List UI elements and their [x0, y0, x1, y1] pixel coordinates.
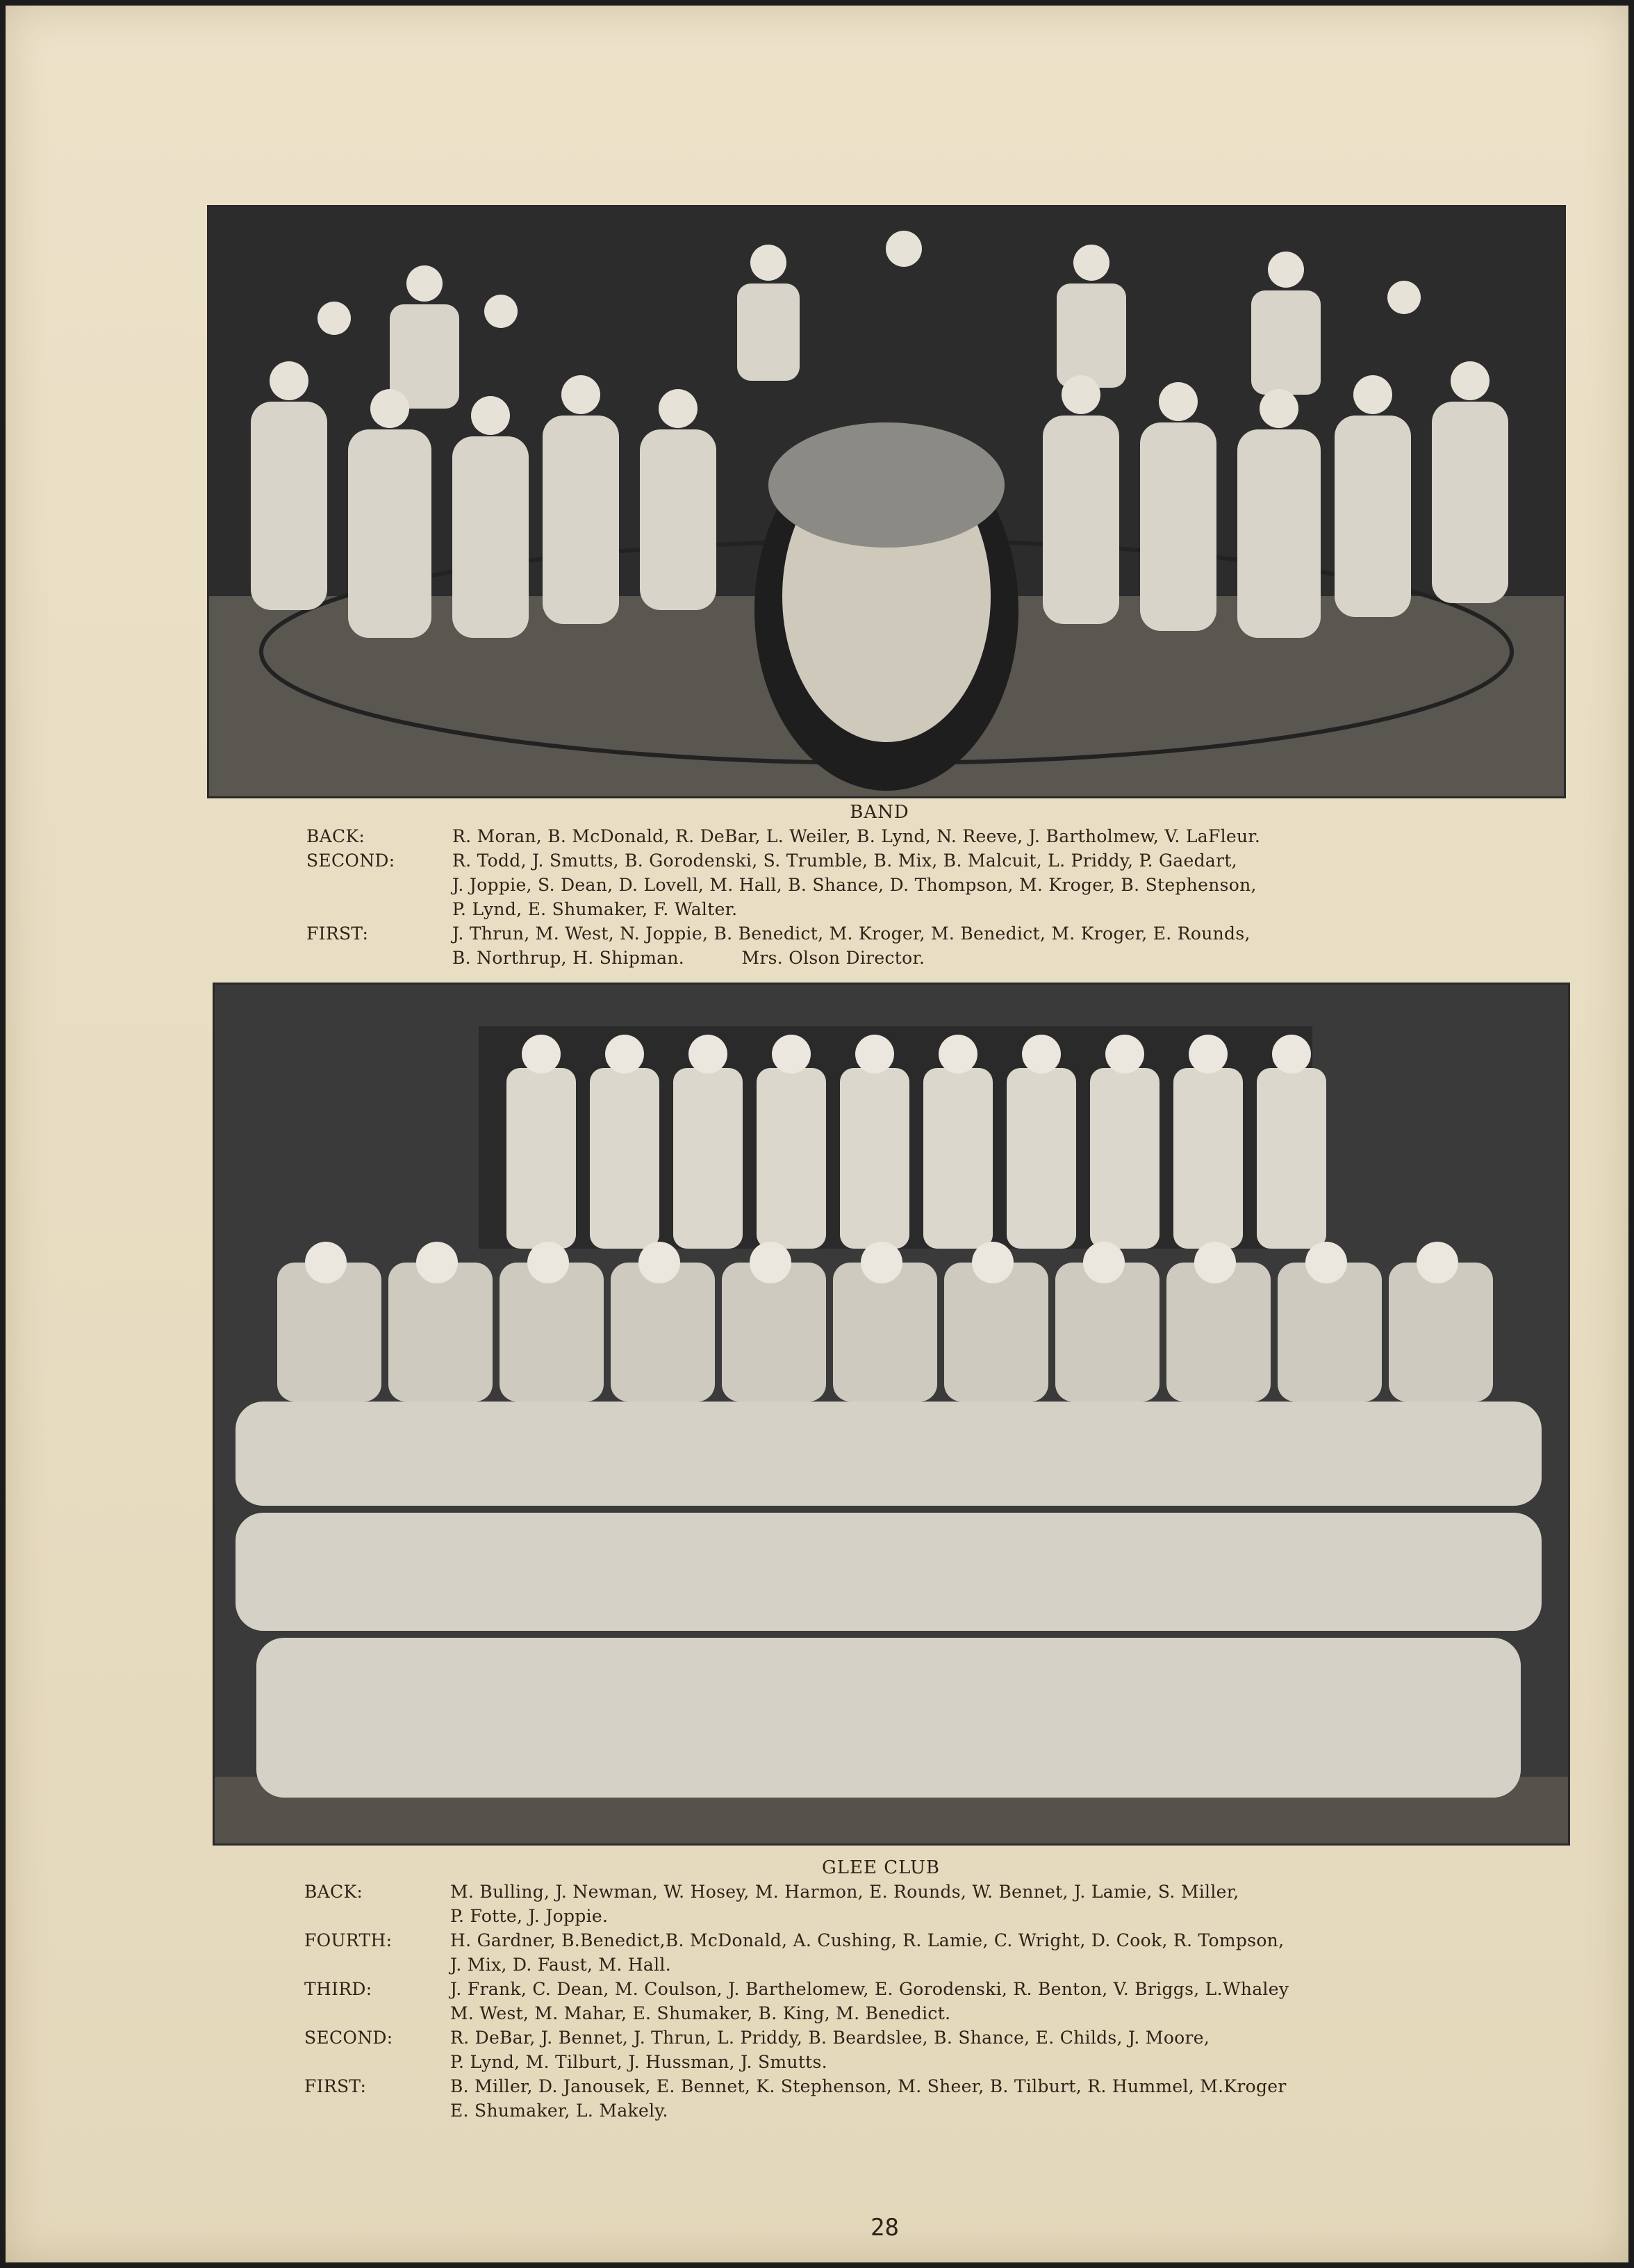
band-caption	[306, 800, 1487, 974]
page-number: 28	[870, 2214, 899, 2242]
row-label: THIRD:	[304, 1979, 372, 1999]
names-line: J. Joppie, S. Dean, D. Lovell, M. Hall, B. Shance, D. Thompson, M. Kroger, B. Stephenson,	[452, 875, 1257, 895]
row-names	[452, 848, 1480, 921]
names-line: J. Frank, C. Dean, M. Coulson, J. Barthelomew, E. Gorodenski, R. Benton, V. Briggs, L.Whaley	[450, 1979, 1289, 1999]
yearbook-page	[6, 6, 1628, 2262]
glee-club-caption	[304, 1856, 1485, 2134]
row-names	[450, 1880, 1478, 1928]
row-names	[450, 1977, 1478, 2025]
names-line: H. Gardner, B.Benedict,B. McDonald, A. Cushing, R. Lamie, C. Wright, D. Cook, R. Tompson,	[450, 1930, 1285, 1950]
row-label: BACK:	[306, 826, 365, 846]
row-names	[450, 2025, 1478, 2074]
row-label: BACK:	[304, 1882, 363, 1902]
names-line: B. Miller, D. Janousek, E. Bennet, K. Stephenson, M. Sheer, B. Tilburt, R. Hummel, M.Kroger	[450, 2076, 1287, 2096]
names-line: P. Lynd, M. Tilburt, J. Hussman, J. Smutts.	[450, 2052, 827, 2072]
names-line: E. Shumaker, L. Makely.	[450, 2101, 668, 2121]
band-photo	[207, 205, 1566, 798]
names-line: B. Northrup, H. Shipman. Mrs. Olson Director.	[452, 948, 925, 968]
row-names	[452, 921, 1480, 970]
names-line: M. West, M. Mahar, E. Shumaker, B. King, M. Benedict.	[450, 2003, 951, 2023]
band-title: BAND	[850, 802, 909, 823]
names-line: P. Fotte, J. Joppie.	[450, 1906, 609, 1926]
row-label: FIRST:	[304, 2076, 367, 2096]
row-names	[452, 824, 1480, 848]
names-line: J. Thrun, M. West, N. Joppie, B. Benedict, M. Kroger, M. Benedict, M. Kroger, E. Rounds,	[452, 923, 1251, 944]
names-line: J. Mix, D. Faust, M. Hall.	[450, 1955, 671, 1975]
row-label: SECOND:	[306, 850, 395, 871]
row-label: SECOND:	[304, 2028, 393, 2048]
glee-club-title: GLEE CLUB	[821, 1857, 940, 1878]
names-line: M. Bulling, J. Newman, W. Hosey, M. Harmon, E. Rounds, W. Bennet, J. Lamie, S. Miller,	[450, 1882, 1239, 1902]
row-names	[450, 2074, 1478, 2123]
names-line: R. DeBar, J. Bennet, J. Thrun, L. Priddy, B. Beardslee, B. Shance, E. Childs, J. Moore,	[450, 2028, 1210, 2048]
names-line: R. Moran, B. McDonald, R. DeBar, L. Weiler, B. Lynd, N. Reeve, J. Bartholmew, V. LaFleur.	[452, 826, 1261, 846]
names-line: P. Lynd, E. Shumaker, F. Walter.	[452, 899, 738, 919]
glee-club-photo	[213, 983, 1570, 1846]
glee-club-photo-illustration	[215, 985, 1568, 1843]
row-label: FOURTH:	[304, 1930, 393, 1950]
row-names	[450, 1928, 1478, 1977]
band-photo-illustration	[209, 207, 1564, 796]
names-line: R. Todd, J. Smutts, B. Gorodenski, S. Trumble, B. Mix, B. Malcuit, L. Priddy, P. Gaedart,	[452, 850, 1237, 871]
row-label: FIRST:	[306, 923, 369, 944]
